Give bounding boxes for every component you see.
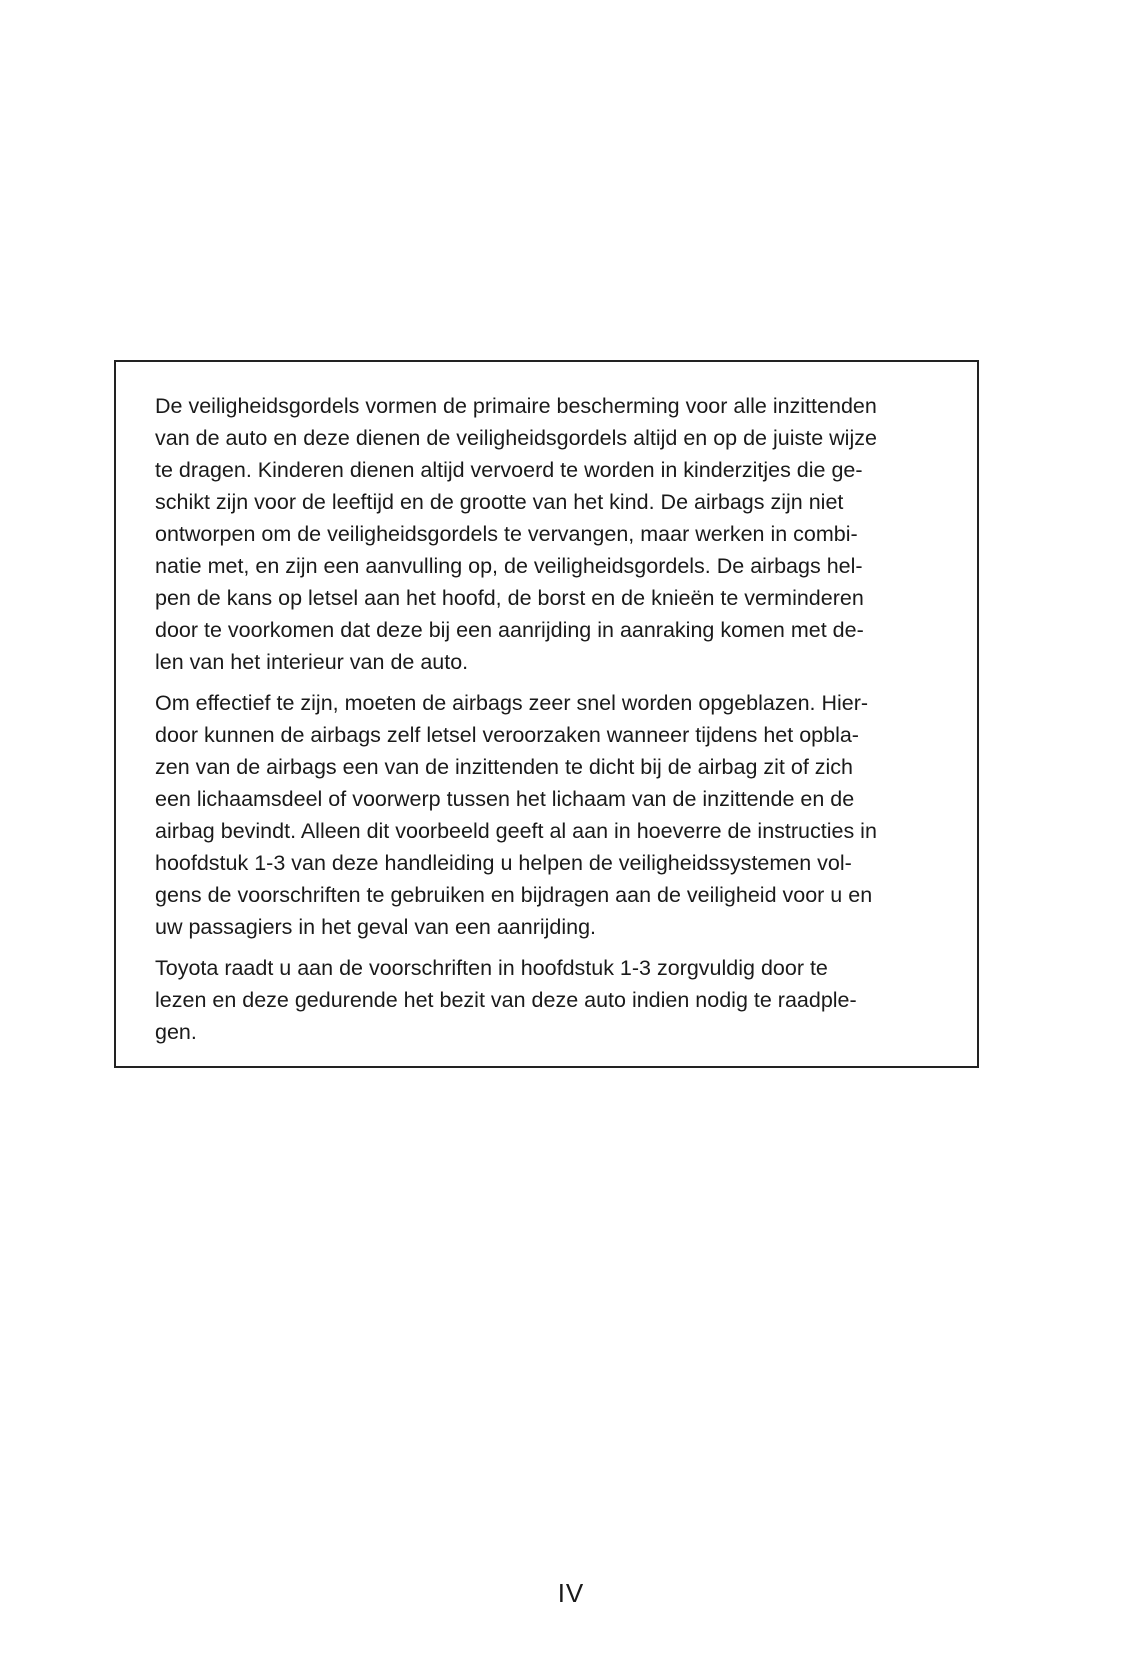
text-line: gens de voorschriften te gebruiken en bijdragen aan de veiligheid voor u en xyxy=(155,883,873,907)
text-line: pen de kans op letsel aan het hoofd, de borst en de knieën te verminderen xyxy=(155,586,864,610)
notice-paragraph-3 xyxy=(155,952,941,1048)
text-line: len van het interieur van de auto. xyxy=(155,650,469,674)
safety-notice-box xyxy=(114,360,979,1068)
text-line: hoofdstuk 1-3 van deze handleiding u helpen de veiligheidssystemen vol- xyxy=(155,851,852,875)
text-line: gen. xyxy=(155,1020,197,1044)
text-line: De veiligheidsgordels vormen de primaire bescherming voor alle inzittenden xyxy=(155,394,877,418)
text-line: Toyota raadt u aan de voorschriften in hoofdstuk 1-3 zorgvuldig door te xyxy=(155,956,828,980)
text-line: airbag bevindt. Alleen dit voorbeeld geeft al aan in hoeverre de instructies in xyxy=(155,819,877,843)
text-line: door kunnen de airbags zelf letsel veroorzaken wanneer tijdens het opbla- xyxy=(155,723,859,747)
text-line: door te voorkomen dat deze bij een aanrijding in aanraking komen met de- xyxy=(155,618,864,642)
text-line: schikt zijn voor de leeftijd en de grootte van het kind. De airbags zijn niet xyxy=(155,490,844,514)
text-line: ontworpen om de veiligheidsgordels te vervangen, maar werken in combi- xyxy=(155,522,858,546)
text-line: zen van de airbags een van de inzittenden te dicht bij de airbag zit of zich xyxy=(155,755,854,779)
page-number: IV xyxy=(557,1578,585,1608)
text-line: natie met, en zijn een aanvulling op, de veiligheidsgordels. De airbags hel- xyxy=(155,554,863,578)
text-line: lezen en deze gedurende het bezit van deze auto indien nodig te raadple- xyxy=(155,988,857,1012)
text-line: te dragen. Kinderen dienen altijd vervoerd te worden in kinderzitjes die ge- xyxy=(155,458,863,482)
notice-paragraph-2 xyxy=(155,687,941,943)
text-line: uw passagiers in het geval van een aanrijding. xyxy=(155,915,597,939)
text-line: van de auto en deze dienen de veiligheidsgordels altijd en op de juiste wijze xyxy=(155,426,877,450)
notice-paragraph-1 xyxy=(155,390,941,678)
text-line: een lichaamsdeel of voorwerp tussen het lichaam van de inzittende en de xyxy=(155,787,855,811)
text-line: Om effectief te zijn, moeten de airbags zeer snel worden opgeblazen. Hier- xyxy=(155,691,869,715)
